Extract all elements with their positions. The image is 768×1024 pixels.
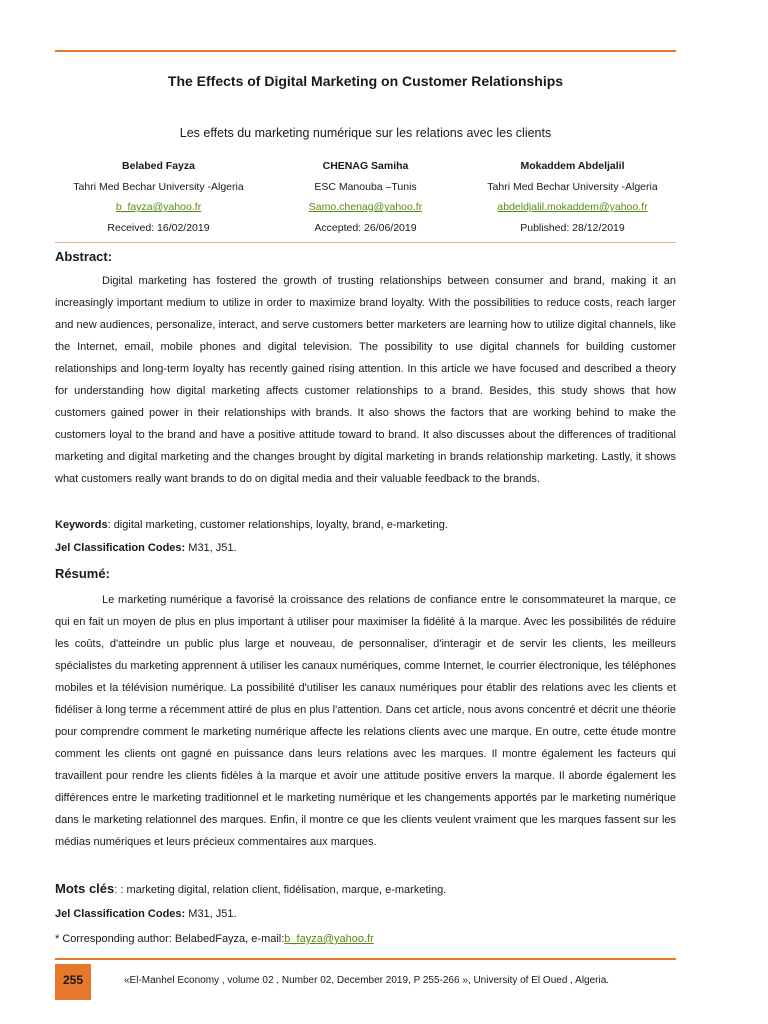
- author-3: [469, 156, 676, 238]
- page-number: 255: [55, 964, 91, 1000]
- mots-cles-value: : : marketing digital, relation client, fidélisation, marque, e-marketing.: [114, 884, 447, 896]
- jel-value: M31, J51.: [185, 542, 237, 554]
- author-email-link[interactable]: b_fayza@yahoo.fr: [115, 201, 202, 213]
- author-email-link[interactable]: abdeldjalil.mokaddem@yahoo.fr: [497, 201, 648, 213]
- mots-cles-line: [55, 880, 676, 899]
- header-rule: [55, 242, 676, 243]
- author-1: [55, 156, 262, 238]
- resume-heading: Résumé:: [55, 566, 110, 581]
- author-name: Mokaddem Abdeljalil: [520, 160, 625, 172]
- author-name: Belabed Fayza: [122, 160, 195, 172]
- jel-line: [55, 539, 676, 557]
- author-block: [55, 156, 676, 238]
- abstract-text: Digital marketing has fostered the growth of trusting relationships between consumer and brand, making it an increasingly important medium to utilize in order to maximize brand loyalty. With the possibilities to reduce costs, reach larger and new audiences, personalize, interact, and serve customers better marketers are learning how to utilize digital channels, like the Internet, email, mobile phones and digital television. The possibility to use digital channels for building customer relationships and long-term loyalty has recently gained rising attention. In this article we have focused and described a theory for understanding how digital marketing affects customer relationships to a brand. Besides, this study shows that how customers gained power in their relationships with brands. It also shows the factors that are working behind to make the customers loyal to the brand and have a positive attitude toward to brand. It also discusses about the differences of traditional marketing and digital marketing and the changes brought by digital marketing in brands relationship marketing. Lastly, it shows what customers really want brands to do on digital media and their valuable feedback to the brands.: [55, 275, 676, 485]
- corresponding-author: [55, 930, 676, 948]
- jel-label-fr: Jel Classification Codes:: [55, 908, 186, 920]
- author-email-link[interactable]: Samo.chenag@yahoo.fr: [308, 201, 423, 213]
- published-date: Published: 28/12/2019: [520, 221, 625, 234]
- corresponding-email-link[interactable]: b_fayza@yahoo.fr: [284, 933, 374, 945]
- author-affiliation: ESC Manouba –Tunis: [314, 180, 417, 193]
- jel-label: Jel Classification Codes:: [55, 542, 186, 554]
- abstract-heading: Abstract:: [55, 249, 113, 264]
- paper-subtitle: Les effets du marketing numérique sur les relations avec les clients: [179, 126, 552, 140]
- jel-line-fr: [55, 905, 676, 923]
- author-name: CHENAG Samiha: [322, 160, 409, 172]
- keywords-value: : digital marketing, customer relationships, loyalty, brand, e-marketing.: [107, 519, 448, 531]
- top-rule: [55, 50, 676, 52]
- jel-value-fr: M31, J51.: [185, 908, 237, 920]
- keywords-label: Keywords: [55, 519, 108, 531]
- footer-rule: [55, 958, 676, 960]
- mots-cles-label: Mots clés: [55, 881, 115, 896]
- author-affiliation: Tahri Med Bechar University -Algeria: [73, 180, 244, 193]
- author-affiliation: Tahri Med Bechar University -Algeria: [487, 180, 658, 193]
- received-date: Received: 16/02/2019: [107, 221, 210, 234]
- paper-title: The Effects of Digital Marketing on Customer Relationships: [167, 73, 564, 89]
- keywords-line: [55, 516, 676, 534]
- author-2: [262, 156, 469, 238]
- corresponding-prefix: * Corresponding author: BelabedFayza, e-mail:: [55, 933, 285, 945]
- accepted-date: Accepted: 26/06/2019: [314, 221, 417, 234]
- resume-text: Le marketing numérique a favorisé la croissance des relations de confiance entre le consommateuret la marque, ce qui en fait un moyen de plus en plus important à utiliser pour maximiser la fidélité à la marque. Avec les possibilités de réduire les coûts, d'atteindre un public plus large et nouveau, de personnaliser, d'interagir et de servir les clients, les meilleurs spécialistes du marketing apprennent à utiliser les canaux numériques, comme Internet, le courrier électronique, les téléphones mobiles et la télévision numérique. La possibilité d'utiliser les canaux numériques pour établir des relations avec les clients et fidéliser à long terme a récemment attiré de plus en plus l'attention. Dans cet article, nous avons concentré et décrit une théorie pour comprendre comment le marketing numérique affecte les relations clients avec une marque. En outre, cette étude montre comment les clients ont gagné en puissance dans leurs relations avec les marques. Il montre également les facteurs qui travaillent pour rendre les clients fidèles à la marque et avoir une attitude positive envers la marque. Il aborde également les différences entre le marketing traditionnel et le marketing numérique et les changements apportés par le marketing numérique dans le marketing relationnel des marques. Enfin, il montre ce que les clients veulent vraiment que les marques fassent sur les médias numériques et leurs précieux commentaires aux marques.: [55, 594, 676, 848]
- footer-citation: «El-Manhel Economy , volume 02 , Number 02, December 2019, P 255-266 », University of El Oued , Algeria.: [124, 975, 610, 986]
